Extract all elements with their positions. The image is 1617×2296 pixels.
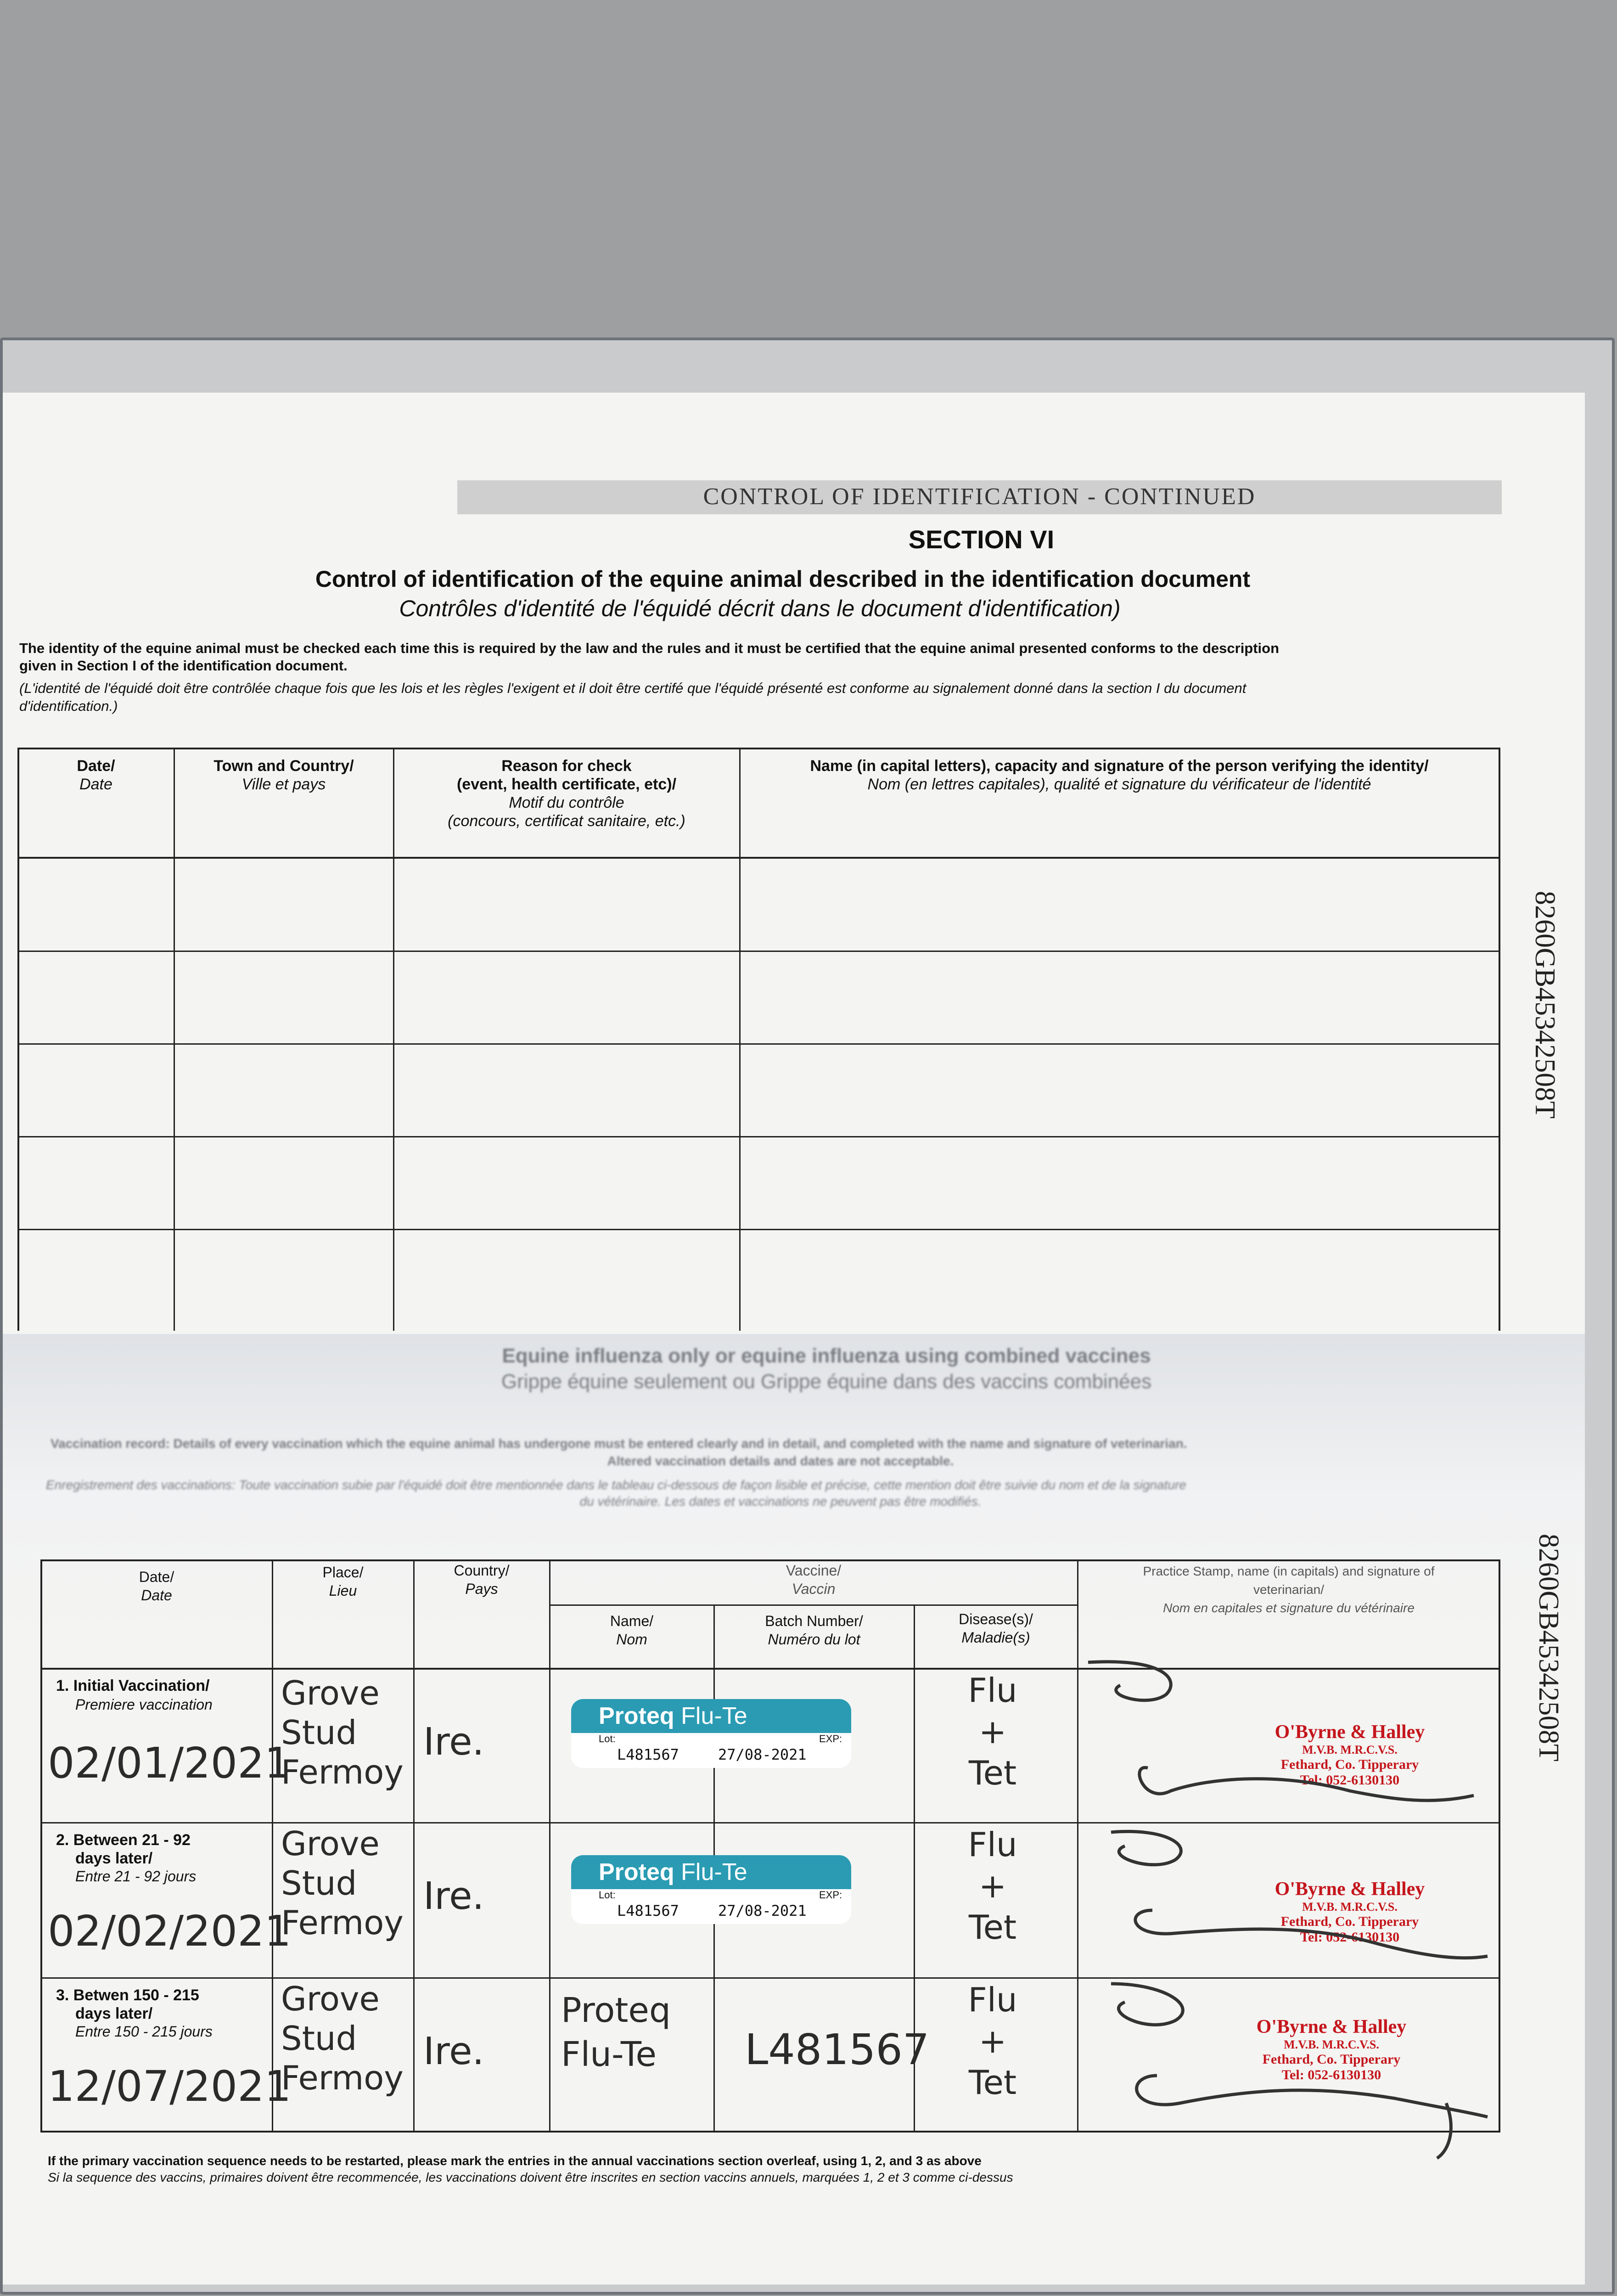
row1-date: 02/01/2021 xyxy=(48,1739,292,1788)
record-fr-line1: Enregistrement des vaccinations: Toute vaccination subie par l'équidé doit être mentionnée dans le tableau ci-dessous de façon lisible et précise, cette mention doit être suivie du nom et de la signature xyxy=(46,1478,1186,1492)
row3-vaccine-2: Flu-Te xyxy=(561,2035,657,2074)
row2-label-fr: Entre 21 - 92 jours xyxy=(75,1868,197,1885)
row2-label-en-1: 2. Between 21 - 92 xyxy=(56,1831,191,1849)
intro-fr-line2: d'identification.) xyxy=(19,698,118,714)
row1-disease-3: Tet xyxy=(968,1754,1017,1792)
section-title-en: Control of identification of the equine animal described in the identification document xyxy=(315,566,1251,592)
row3-label-en-2: days later/ xyxy=(75,2005,153,2022)
col-date-fr: Date xyxy=(79,776,112,793)
stamp3-line2: M.V.B. M.R.C.V.S. xyxy=(1284,2038,1379,2051)
label2-lot-value: L481567 xyxy=(617,1902,679,1919)
vcol-stamp-en-1: Practice Stamp, name (in capitals) and signature of xyxy=(1143,1564,1435,1578)
row3-place-3: Fermoy xyxy=(281,2059,404,2097)
stamp3-line4: Tel: 052-6130130 xyxy=(1281,2067,1381,2082)
row2-place-1: Grove xyxy=(281,1824,380,1863)
record-en-line1: Vaccination record: Details of every vaccination which the equine animal has undergone must be entered clearly and in detail, and completed with the name and signature of veterinarian. xyxy=(51,1436,1187,1451)
row1-label-en: 1. Initial Vaccination/ xyxy=(56,1677,210,1694)
vet-signature-2 xyxy=(1074,1818,1497,1975)
label1-lot-label: Lot: xyxy=(599,1733,616,1745)
vcol-country-fr: Pays xyxy=(465,1581,498,1597)
label2-exp-label: EXP: xyxy=(819,1889,842,1901)
col-name-fr: Nom (en lettres capitales), qualité et signature du vérificateur de l'identité xyxy=(867,776,1371,793)
row3-disease-2: + xyxy=(978,2022,1007,2060)
vcol-country-en: Country/ xyxy=(454,1562,510,1579)
row1-place-3: Fermoy xyxy=(281,1753,404,1791)
col-town-en: Town and Country/ xyxy=(213,757,354,775)
row1-place-1: Grove xyxy=(281,1674,380,1712)
col-reason-fr-2: (concours, certificat sanitaire, etc.) xyxy=(448,812,685,830)
row3-country: Ire. xyxy=(423,2030,484,2073)
row3-label-fr: Entre 150 - 215 jours xyxy=(75,2023,213,2040)
banner-title: CONTROL OF IDENTIFICATION - CONTINUED xyxy=(703,484,1256,510)
col-town-fr: Ville et pays xyxy=(241,776,326,793)
vcol-stamp-en-2: veterinarian/ xyxy=(1253,1582,1325,1597)
row2-disease-3: Tet xyxy=(968,1908,1017,1947)
label1-exp-label: EXP: xyxy=(819,1733,842,1745)
vcol-date-en: Date/ xyxy=(139,1569,174,1585)
label2-lot-label: Lot: xyxy=(599,1889,616,1901)
label1-brand: Proteq xyxy=(599,1703,674,1729)
stamp1-line1: O'Byrne & Halley xyxy=(1275,1722,1425,1743)
stamp3-line3: Fethard, Co. Tipperary xyxy=(1262,2052,1401,2067)
row1-country: Ire. xyxy=(423,1720,484,1764)
row2-place-3: Fermoy xyxy=(281,1903,404,1942)
vcol-vaccine-en: Vaccine/ xyxy=(786,1562,842,1579)
row1-disease-1: Flu xyxy=(968,1671,1017,1710)
vcol-vaccine-fr: Vaccin xyxy=(792,1581,836,1597)
row3-place-2: Stud xyxy=(281,2019,357,2058)
row3-batch: L481567 xyxy=(745,2025,930,2074)
col-reason-en-1: Reason for check xyxy=(501,757,632,775)
stamp1-line3: Fethard, Co. Tipperary xyxy=(1280,1757,1419,1772)
stamp2-line4: Tel: 052-6130130 xyxy=(1300,1930,1400,1945)
col-name-en: Name (in capital letters), capacity and signature of the person verifying the identity/ xyxy=(810,757,1429,775)
label2-exp-value: 27/08-2021 xyxy=(718,1902,807,1919)
stamp2-line1: O'Byrne & Halley xyxy=(1275,1879,1425,1900)
row2-date: 02/02/2021 xyxy=(48,1907,292,1956)
col-reason-fr-1: Motif du contrôle xyxy=(509,794,624,811)
stamp2-line2: M.V.B. M.R.C.V.S. xyxy=(1302,1900,1398,1913)
col-date-en: Date/ xyxy=(77,757,115,775)
col-reason-en-2: (event, health certificate, etc)/ xyxy=(456,776,677,793)
row2-country: Ire. xyxy=(423,1874,484,1918)
intro-en-line2: given in Section I of the identification document. xyxy=(19,658,348,674)
label1-product: Flu-Te xyxy=(681,1703,747,1729)
record-en-line2: Altered vaccination details and dates are not acceptable. xyxy=(607,1454,954,1468)
vcol-batch-en: Batch Number/ xyxy=(765,1613,863,1629)
row2-disease-1: Flu xyxy=(968,1825,1017,1864)
passport-serial-top: 8260GB45342508T xyxy=(1529,891,1561,1119)
passport-serial-bottom: 8260GB45342508T xyxy=(1533,1534,1564,1761)
row1-label-fr: Premiere vaccination xyxy=(75,1696,213,1713)
label1-lot-value: L481567 xyxy=(617,1746,679,1763)
row3-place-1: Grove xyxy=(281,1980,380,2018)
section-number: SECTION VI xyxy=(908,525,1055,554)
row2-disease-2: + xyxy=(978,1867,1007,1905)
vet-signature-3 xyxy=(1074,1975,1497,2167)
vaccination-heading-en: Equine influenza only or equine influenza using combined vaccines xyxy=(502,1345,1151,1367)
section-title-fr: Contrôles d'identité de l'équidé décrit dans le document d'identification) xyxy=(399,596,1121,621)
row1-disease-2: + xyxy=(978,1712,1007,1751)
row2-place-2: Stud xyxy=(281,1864,357,1902)
vcol-name-en: Name/ xyxy=(610,1613,654,1629)
vcol-name-fr: Nom xyxy=(616,1631,647,1648)
row3-label-en-1: 3. Betwen 150 - 215 xyxy=(56,1986,199,2004)
vcol-date-fr: Date xyxy=(141,1587,172,1604)
vaccine-batch-label-1 xyxy=(571,1699,851,1768)
vet-signature-1 xyxy=(1074,1653,1497,1828)
row2-label-en-2: days later/ xyxy=(75,1850,153,1867)
label2-product: Flu-Te xyxy=(681,1859,747,1885)
stamp2-line3: Fethard, Co. Tipperary xyxy=(1280,1914,1419,1929)
vcol-stamp-fr: Nom en capitales et signature du vétérinaire xyxy=(1163,1601,1415,1615)
vcol-place-en: Place/ xyxy=(322,1564,364,1581)
vcol-batch-fr: Numéro du lot xyxy=(768,1631,860,1648)
intro-en-line1: The identity of the equine animal must be checked each time this is required by the law and the rules and it must be certified that the equine animal presented conforms to the description xyxy=(19,640,1280,656)
intro-fr-line1: (L'identité de l'équidé doit être contrôlée chaque fois que les lois et les règles l'exigent et il doit être certifé que l'équidé présenté est conforme au signalement donné dans la section I du document xyxy=(19,680,1246,696)
row1-place-2: Stud xyxy=(281,1713,357,1752)
label2-brand: Proteq xyxy=(599,1859,674,1885)
label1-exp-value: 27/08-2021 xyxy=(718,1746,807,1763)
vcol-disease-fr: Maladie(s) xyxy=(961,1629,1030,1646)
row3-vaccine-1: Proteq xyxy=(561,1991,671,2030)
stamp1-line2: M.V.B. M.R.C.V.S. xyxy=(1302,1743,1398,1756)
footer-note-fr: Si la sequence des vaccins, primaires doivent être recommencée, les vaccinations doivent être inscrites en section vaccins annuels, marquées 1, 2 et 3 comme ci-dessus xyxy=(48,2170,1013,2184)
row3-disease-1: Flu xyxy=(968,1981,1017,2019)
row3-disease-3: Tet xyxy=(968,2063,1017,2102)
footer-note-en: If the primary vaccination sequence needs to be restarted, please mark the entries in the annual vaccinations section overleaf, using 1, 2, and 3 as above xyxy=(48,2154,982,2168)
vcol-place-fr: Lieu xyxy=(329,1582,357,1599)
vaccine-batch-label-2 xyxy=(571,1855,851,1924)
row3-date: 12/07/2021 xyxy=(48,2062,292,2111)
stamp3-line1: O'Byrne & Halley xyxy=(1256,2016,1407,2037)
stamp1-line4: Tel: 052-6130130 xyxy=(1300,1773,1400,1788)
vaccination-heading-fr: Grippe équine seulement ou Grippe équine dans des vaccins combinées xyxy=(501,1370,1152,1393)
record-fr-line2: du vétérinaire. Les dates et vaccinations ne peuvent pas être modifiés. xyxy=(579,1494,982,1508)
vcol-disease-en: Disease(s)/ xyxy=(959,1611,1033,1627)
